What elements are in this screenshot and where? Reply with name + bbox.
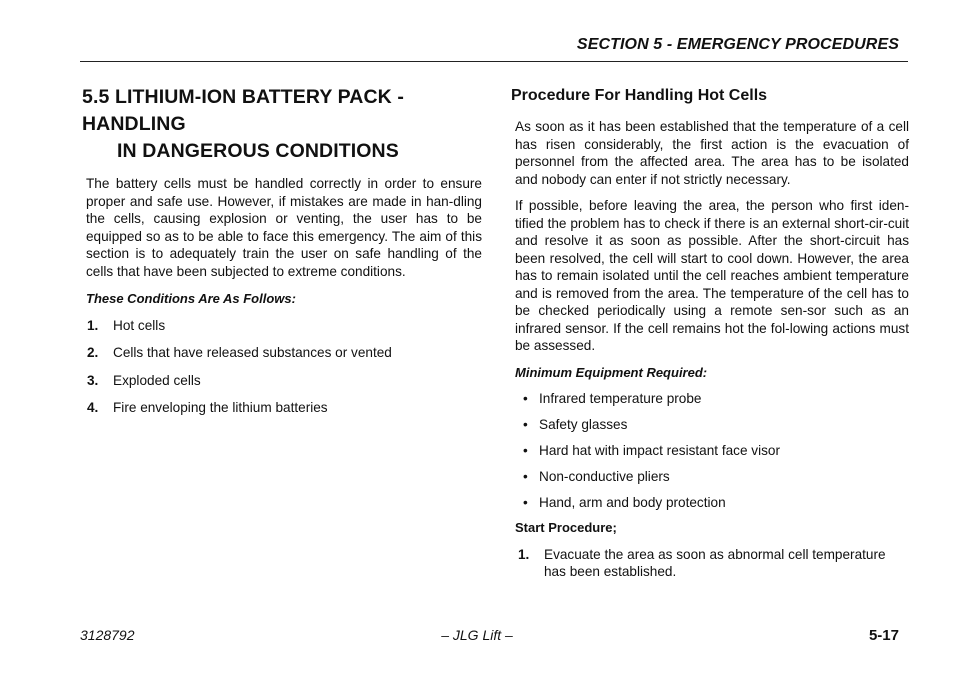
- page-number: 5-17: [868, 627, 899, 644]
- document-number: 3128792: [80, 627, 135, 643]
- section-heading: [82, 84, 482, 165]
- list-item: [87, 344, 482, 362]
- bullet-icon: •: [523, 391, 528, 406]
- conditions-label: These Conditions Are As Follows:: [86, 291, 296, 306]
- bullet-icon: •: [523, 416, 528, 432]
- bullet-icon: •: [523, 494, 528, 510]
- list-item-text: Exploded cells: [113, 372, 201, 388]
- list-item-text: Infrared temperature probe: [539, 391, 702, 406]
- list-item: [87, 317, 482, 335]
- list-item-number: 1.: [87, 317, 99, 333]
- list-item-text: Fire enveloping the lithium batteries: [113, 400, 328, 415]
- list-item: [523, 390, 909, 408]
- paragraph-short-circuit: If possible, before leaving the area, the person who first iden-tified the problem has to check if there is an external short-cir-cuit and resolve it as soon as possible. After the short-circuit has been resolved, the cell will start to cool down. However, the area has to remain isolated until the cell reaches ambient temperature and is removed from the area. The temperature of the cell has to be checked periodically using a remote sen-sor such as an infrared sensor. If the cell remains hot the fol-lowing actions must be assessed.: [515, 198, 909, 353]
- list-item: [87, 399, 482, 417]
- list-item-text: Hand, arm and body protection: [539, 494, 726, 510]
- list-item: [87, 372, 482, 390]
- list-item-text: Hot cells: [113, 317, 166, 333]
- conditions-list: [82, 317, 482, 417]
- list-item: [523, 416, 909, 434]
- list-item-text: Non-conductive pliers: [539, 468, 670, 484]
- list-item: [523, 442, 909, 460]
- right-column: [511, 86, 909, 581]
- list-item-number: 2.: [87, 345, 99, 360]
- start-procedure-label: Start Procedure;: [515, 520, 617, 536]
- equipment-list: [511, 390, 909, 511]
- list-item: [523, 468, 909, 486]
- procedure-subheading: Procedure For Handling Hot Cells: [511, 87, 768, 104]
- section-number: 5.5: [82, 86, 110, 108]
- list-item-number: 1.: [518, 546, 530, 562]
- list-item-text: Cells that have released substances or vented: [113, 345, 392, 360]
- header-divider: [80, 61, 908, 62]
- list-item-number: 3.: [87, 372, 99, 388]
- list-item: [518, 546, 909, 581]
- brand-footer: – JLG Lift –: [441, 627, 513, 643]
- bullet-icon: •: [523, 468, 528, 484]
- intro-paragraph: The battery cells must be handled correctly in order to ensure proper and safe use. However, if mistakes are made in han-dling the cells, causing explosion or venting, the user has to be equipped so as to be able to face this emergency. The aim of this section is to adequately train the user on safe handling of the cells that have been subjected to extreme conditions.: [86, 176, 482, 279]
- list-item: [523, 494, 909, 512]
- start-procedure-steps: [511, 546, 909, 581]
- section-title: SECTION 5 - EMERGENCY PROCEDURES: [576, 36, 899, 53]
- section-heading-line1: LITHIUM-ION BATTERY PACK - HANDLING: [82, 86, 404, 135]
- list-item-text: Evacuate the area as soon as abnormal cell temperature has been established.: [544, 546, 886, 580]
- paragraph-evacuation: As soon as it has been established that the temperature of a cell has risen considerably, the first action is the evacuation of personnel from the affected area. The area has to be isolated and nobody can enter if not strictly necessary.: [515, 119, 909, 187]
- list-item-text: Safety glasses: [539, 416, 628, 432]
- bullet-icon: •: [523, 442, 528, 458]
- section-heading-line2: IN DANGEROUS CONDITIONS: [117, 140, 399, 162]
- equipment-label: Minimum Equipment Required:: [515, 364, 708, 380]
- left-column: [82, 84, 482, 417]
- list-item-number: 4.: [87, 400, 99, 415]
- list-item-text: Hard hat with impact resistant face visor: [539, 442, 781, 458]
